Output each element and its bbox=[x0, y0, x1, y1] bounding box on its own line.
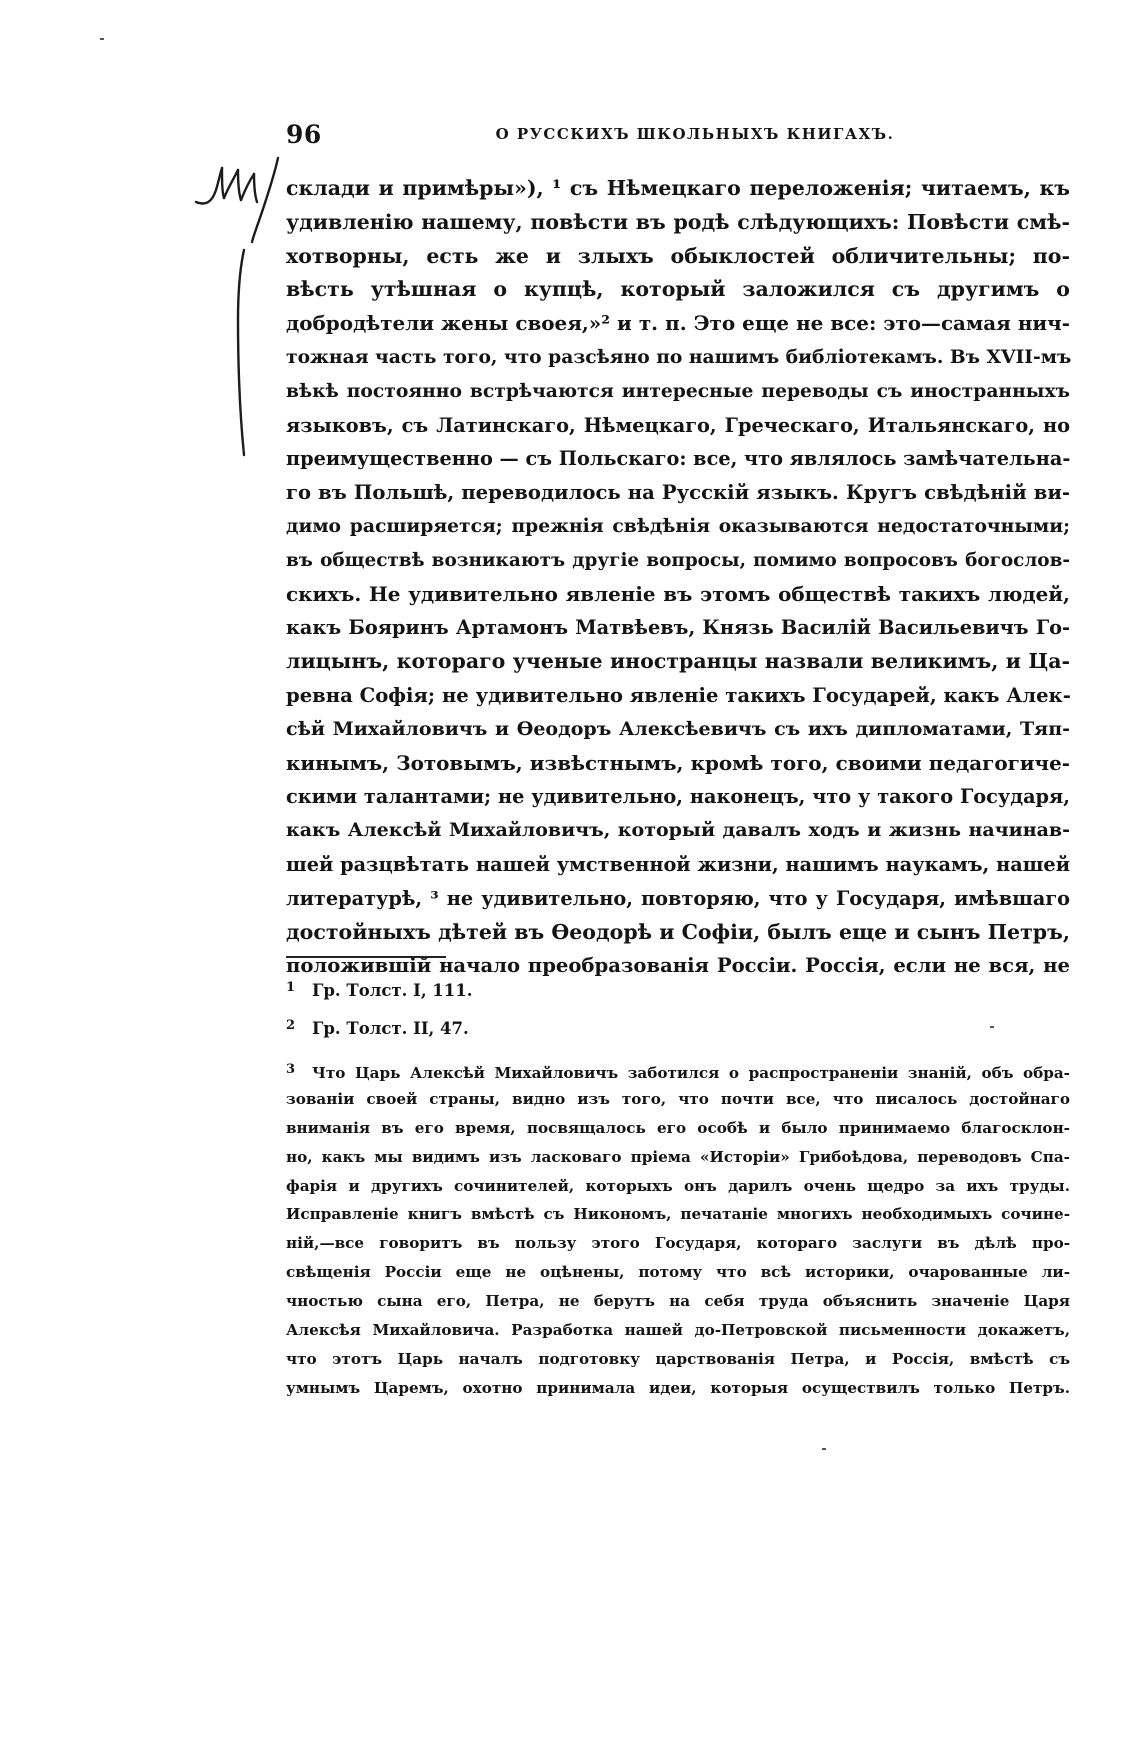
footnote-line: ній,—все говоритъ въ пользу этого Государя, котораго заслуги въ дѣлѣ про- bbox=[286, 1234, 1070, 1253]
footnote-2 bbox=[286, 1010, 1070, 1042]
handwritten-margin-mark bbox=[182, 150, 292, 470]
page-header bbox=[286, 120, 1070, 156]
footnote-3 bbox=[286, 1056, 1070, 1403]
footnote-line-text: Что Царь Алексѣй Михайловичъ заботился о распространеніи знаній, объ обра- bbox=[312, 1064, 1070, 1082]
main-text bbox=[286, 172, 1070, 983]
text-line: преимущественно — съ Польскаго: все, что являлось замѣчательна- bbox=[286, 447, 1071, 471]
footnote-divider bbox=[286, 956, 446, 958]
footnote-line: Алексѣя Михайловича. Разработка нашей до-Петровской письменности докажетъ, bbox=[286, 1321, 1070, 1340]
footnotes bbox=[286, 972, 1070, 1403]
text-line: скихъ. Не удивительно явленіе въ этомъ обществѣ такихъ людей, bbox=[286, 581, 1070, 606]
text-line: го въ Польшѣ, переводилось на Русскій языкъ. Кругъ свѣдѣній ви- bbox=[286, 481, 1070, 505]
text-line: добродѣтели жены своея,»² и т. п. Это еще не все: это—самая нич- bbox=[286, 311, 1070, 336]
footnote-line: фарія и другихъ сочинителей, которыхъ онъ дарилъ очень щедро за ихъ труды. bbox=[286, 1176, 1070, 1195]
footnote-line: Исправленіе книгъ вмѣстѣ съ Никономъ, печатаніе многихъ необходимыхъ сочине- bbox=[286, 1205, 1070, 1224]
running-title: О РУССКИХЪ ШКОЛЬНЫХЪ КНИГАХЪ. bbox=[495, 125, 895, 143]
footnote-line: свѣщенія Россіи еще не оцѣнены, потому что всѣ историки, очарованные ли- bbox=[286, 1263, 1070, 1282]
footnote-line: что этотъ Царь началъ подготовку царствованія Петра, и Россія, вмѣстѣ съ bbox=[286, 1349, 1070, 1368]
text-line: кинымъ, Зотовымъ, извѣстнымъ, кромѣ того, своими педагогиче- bbox=[286, 750, 1070, 775]
scan-speck bbox=[100, 38, 104, 40]
text-line: языковъ, съ Латинскаго, Нѣмецкаго, Греческаго, Итальянскаго, но bbox=[286, 413, 1070, 437]
text-line: положившій начало преобразованія Россіи. Россія, если не вся, не bbox=[286, 954, 1070, 978]
footnote-marker: 1 bbox=[286, 980, 296, 995]
footnote-text: Гр. Толст. I, 111. bbox=[312, 981, 473, 1000]
text-line: удивленію нашему, повѣсти въ родѣ слѣдующихъ: Повѣсти смѣ- bbox=[286, 209, 1070, 234]
text-line: въ обществѣ возникаютъ другіе вопросы, помимо вопросовъ богослов- bbox=[286, 549, 1070, 571]
footnote-1 bbox=[286, 972, 1070, 1004]
page-number: 96 bbox=[286, 120, 322, 149]
text-line: склади и примѣры»), ¹ съ Нѣмецкаго переложенія; читаемъ, къ bbox=[286, 176, 1070, 200]
text-line: достойныхъ дѣтей въ Ѳеодорѣ и Софіи, былъ еще и сынъ Петръ, bbox=[286, 919, 1070, 944]
text-line: димо расширяется; прежнія свѣдѣнія оказываются недостаточными; bbox=[286, 514, 1070, 537]
footnote-marker: 2 bbox=[286, 1018, 296, 1033]
footnote-line: умнымъ Царемъ, охотно принимала идеи, которыя осуществилъ только Петръ. bbox=[286, 1378, 1070, 1397]
footnote-marker: 3 bbox=[286, 1062, 296, 1077]
text-line: хотворны, есть же и злыхъ обыклостей обличительны; по- bbox=[286, 243, 1070, 268]
text-line: лицынъ, котораго ученые иностранцы назвали великимъ, и Ца- bbox=[286, 649, 1070, 674]
text-line: шей разцвѣтать нашей умственной жизни, нашимъ наукамъ, нашей bbox=[286, 852, 1070, 876]
footnote-line: но, какъ мы видимъ изъ ласковаго пріема «Исторіи» Грибоѣдова, переводовъ Спа- bbox=[286, 1147, 1070, 1166]
footnote-line: зованіи своей страны, видно изъ того, что почти все, что писалось достойнаго bbox=[286, 1089, 1070, 1108]
text-line: литературѣ, ³ не удивительно, повторяю, что у Государя, имѣвшаго bbox=[286, 886, 1070, 910]
footnote-line bbox=[286, 1056, 1070, 1085]
footnote-line: вниманія въ его время, посвящалось его особѣ и было принимаемо благосклон- bbox=[286, 1118, 1070, 1137]
text-line: сѣй Михайловичъ и Ѳеодоръ Алексѣевичъ съ ихъ дипломатами, Тяп- bbox=[286, 717, 1070, 740]
footnote-text: Гр. Толст. II, 47. bbox=[312, 1019, 469, 1038]
text-line: вѣсть утѣшная о купцѣ, который заложился съ другимъ о bbox=[286, 277, 1070, 302]
text-line: какъ Алексѣй Михайловичъ, который давалъ ходъ и жизнь начинав- bbox=[286, 819, 1070, 842]
scan-speck bbox=[990, 1026, 994, 1028]
scan-speck bbox=[822, 1448, 826, 1450]
text-line: скими талантами; не удивительно, наконецъ, что у такого Государя, bbox=[286, 785, 1070, 809]
text-line: вѣкѣ постоянно встрѣчаются интересные переводы съ иностранныхъ bbox=[286, 379, 1070, 402]
text-line: какъ Бояринъ Артамонъ Матвѣевъ, Князь Василій Васильевичъ Го- bbox=[286, 616, 1070, 640]
text-line: тожная часть того, что разсѣяно по нашимъ библіотекамъ. Въ XVII-мъ bbox=[286, 345, 1072, 368]
text-line: ревна Софія; не удивительно явленіе такихъ Государей, какъ Алек- bbox=[286, 683, 1071, 707]
footnote-line: чностью сына его, Петра, не берутъ на себя труда объяснить значеніе Царя bbox=[286, 1292, 1070, 1311]
